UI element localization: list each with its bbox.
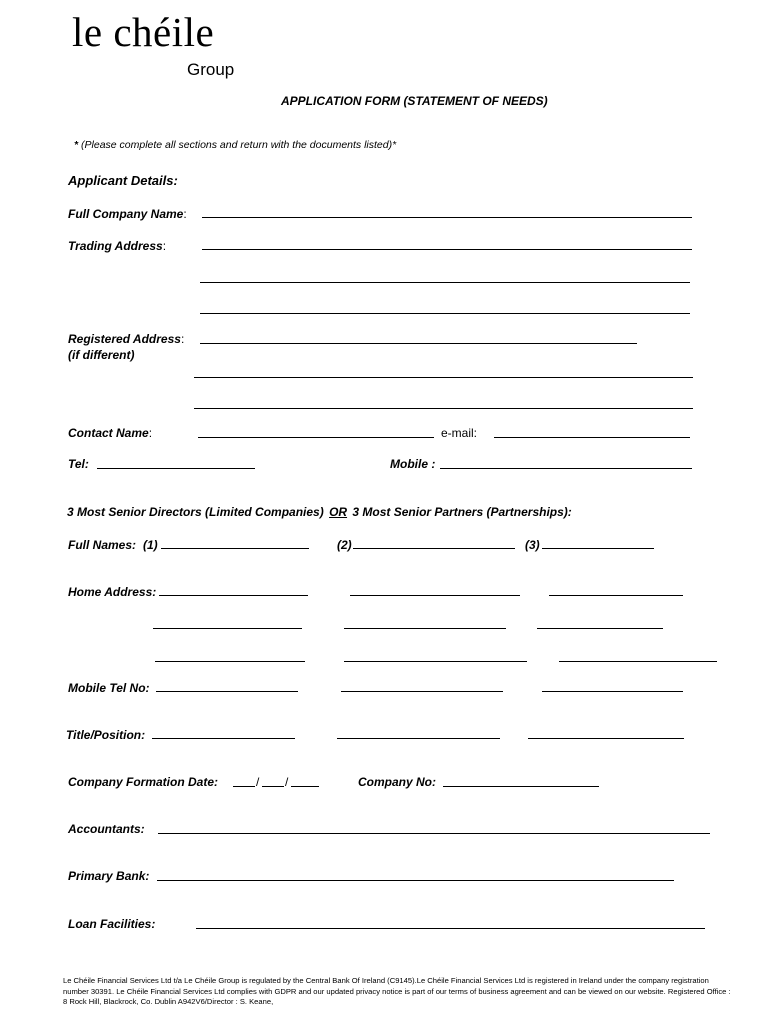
directors-heading [67,505,572,519]
trading-address-colon: : [162,239,167,253]
instructions-note [74,139,396,151]
home-address-label: Home Address: [68,585,157,599]
registered-address-field-3[interactable] [194,408,693,409]
full-names-label [68,538,158,552]
if-different-label: (if different) [68,348,135,362]
registered-address-field-2[interactable] [194,377,693,378]
contact-name-field[interactable] [198,437,434,438]
email-label: e-mail: [441,426,478,440]
company-name-colon: : [183,207,187,221]
formation-month-field[interactable] [262,786,284,787]
director-3-address-3[interactable] [559,661,717,662]
trading-address-label [68,239,166,253]
accountants-field[interactable] [158,833,710,834]
director-1-address-2[interactable] [153,628,302,629]
director-2-name-field[interactable] [353,548,515,549]
trading-address-field-1[interactable] [202,249,692,250]
company-name-text: Full Company Name [68,207,184,221]
trading-address-field-2[interactable] [200,282,690,283]
note-text: (Please complete all sections and return with the documents listed)* [81,139,397,151]
form-title: APPLICATION FORM (STATEMENT OF NEEDS) [281,94,548,108]
logo-name: le chéile [72,9,215,55]
director-1-address-3[interactable] [155,661,305,662]
full-names-n1: (1) [143,538,158,552]
full-names-n3: (3) [525,538,540,552]
company-name-field[interactable] [202,217,692,218]
primary-bank-label: Primary Bank: [68,869,150,883]
applicant-heading: Applicant Details: [68,173,178,188]
director-1-mobile-field[interactable] [156,691,298,692]
directors-or: OR [329,505,348,519]
company-no-field[interactable] [443,786,599,787]
trading-address-text: Trading Address [68,239,163,253]
director-3-address-2[interactable] [537,628,663,629]
full-names-text: Full Names: [68,538,137,552]
date-sep-1: / [256,775,260,789]
director-2-title-field[interactable] [337,738,500,739]
note-star: * [74,139,82,151]
registered-address-field-1[interactable] [200,343,637,344]
mobile-label: Mobile : [390,457,436,471]
director-1-address-1[interactable] [159,595,308,596]
director-1-name-field[interactable] [161,548,309,549]
registered-address-text: Registered Address [68,332,181,346]
director-3-address-1[interactable] [549,595,683,596]
director-3-mobile-field[interactable] [542,691,683,692]
formation-day-field[interactable] [233,786,255,787]
director-1-title-field[interactable] [152,738,295,739]
director-2-address-1[interactable] [350,595,520,596]
loan-facilities-field[interactable] [196,928,705,929]
director-2-mobile-field[interactable] [341,691,503,692]
tel-field[interactable] [97,468,255,469]
email-field[interactable] [494,437,690,438]
contact-name-label [68,426,152,440]
mobile-field[interactable] [440,468,692,469]
mobile-tel-label: Mobile Tel No: [68,681,150,695]
date-sep-2: / [285,775,289,789]
director-2-address-2[interactable] [344,628,506,629]
company-name-label [68,207,187,221]
primary-bank-field[interactable] [157,880,674,881]
footer-legal-text: Le Chéile Financial Services Ltd t/a Le Chéile Group is regulated by the Central Bank Of Ireland (C9145).Le Chéile Financial Services Ltd is registered in Ireland under the company registration number 30391. Le Chéile Financial Services Ltd complies with GDPR and our updated privacy notice is part of our terms of business agreement and can be viewed on our website. Registered Office : 8 Rock Hill, Blackrock, Co. Dublin A942V6/Director : S. Keane, [63,976,731,1006]
formation-year-field[interactable] [291,786,319,787]
loan-facilities-label: Loan Facilities: [68,917,156,931]
registered-address-colon: : [180,332,185,346]
contact-name-text: Contact Name [68,426,149,440]
contact-name-colon: : [148,426,153,440]
accountants-label: Accountants: [68,822,145,836]
director-3-title-field[interactable] [528,738,684,739]
trading-address-field-3[interactable] [200,313,690,314]
director-3-name-field[interactable] [542,548,654,549]
formation-date-label: Company Formation Date: [68,775,219,789]
director-2-address-3[interactable] [344,661,527,662]
logo-sub: Group [187,60,235,79]
directors-heading-b: 3 Most Senior Partners (Partnerships): [352,505,572,519]
tel-label: Tel: [68,457,89,471]
registered-address-label [68,332,184,346]
company-no-label: Company No: [358,775,436,789]
directors-heading-a: 3 Most Senior Directors (Limited Companies) [67,505,324,519]
title-position-label: Title/Position: [66,728,146,742]
full-names-n2: (2) [337,538,352,552]
